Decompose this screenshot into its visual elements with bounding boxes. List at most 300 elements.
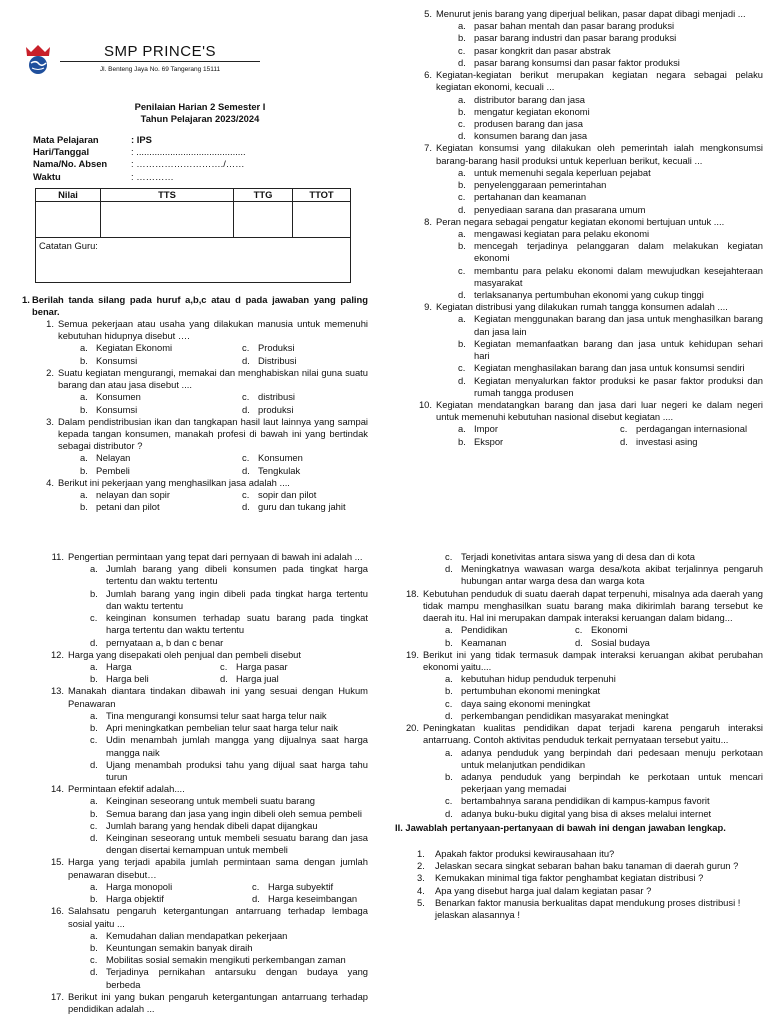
question-text: Peran negara sebagai pengatur kegiatan ekonomi bertujuan untuk .... (436, 215, 725, 227)
option-letter: c. (445, 697, 453, 709)
option-text: guru dan tukang jahit (258, 501, 346, 513)
option-letter: c. (620, 423, 628, 435)
option-letter: b. (90, 673, 98, 685)
answer-option[interactable] (90, 722, 368, 734)
answer-option[interactable] (220, 673, 279, 685)
option-text: pertumbuhan ekonomi meningkat (461, 685, 601, 697)
answer-option[interactable] (458, 362, 763, 374)
score-header: TTG (234, 189, 293, 202)
option-text: adanya buku-buku digital yang bisa di akses melalui internet (461, 807, 712, 819)
option-letter: a. (90, 795, 98, 807)
answer-option[interactable] (458, 313, 763, 337)
answer-option[interactable] (458, 240, 763, 264)
option-text: investasi asing (636, 435, 698, 447)
identity-row: Nama/No. Absen : ………………………./…… (33, 158, 245, 170)
option-text: pernyataan a, b dan c benar (106, 636, 224, 648)
answer-option[interactable] (575, 624, 627, 636)
option-list (423, 747, 763, 820)
option-letter: a. (80, 391, 88, 403)
option-letter: b. (90, 893, 98, 905)
option-text: perkembangan pendidikan masyarakat meningkat (461, 709, 669, 721)
option-letter: b. (458, 32, 466, 44)
option-letter: a. (458, 20, 466, 32)
score-cell[interactable] (36, 202, 101, 238)
answer-option[interactable] (80, 489, 242, 501)
answer-option[interactable] (80, 465, 242, 477)
option-letter: d. (220, 673, 228, 685)
option-letter: c. (445, 551, 453, 562)
essay-text: Benarkan faktor manusia berkualitas dapat mendukung proses distribusi ! jelaskan alasannya ! (435, 896, 741, 921)
answer-option[interactable] (80, 355, 242, 367)
answer-option[interactable] (242, 342, 294, 354)
option-letter: d. (445, 709, 453, 721)
answer-option[interactable] (242, 355, 297, 367)
option-text: Konsumsi (96, 403, 138, 415)
option-letter: c. (242, 489, 250, 501)
answer-option[interactable] (90, 563, 368, 587)
answer-option[interactable] (445, 747, 763, 771)
score-cell[interactable] (101, 202, 234, 238)
option-text: Keinginan seseorang untuk membeli suatu barang (106, 795, 315, 807)
answer-option[interactable] (458, 106, 763, 118)
question-item (40, 991, 368, 1015)
option-text: Tengkulak (258, 464, 301, 476)
option-row (80, 355, 368, 367)
option-text: Konsumen (258, 452, 303, 464)
option-list (436, 228, 763, 301)
score-cell[interactable] (234, 202, 293, 238)
option-row (80, 452, 368, 464)
option-list (436, 167, 763, 216)
option-text: Impor (474, 423, 498, 435)
option-text: Harga beli (106, 673, 149, 685)
question-item (408, 301, 763, 399)
option-text: Udin menambah jumlah mangga yang dijualnya saat harga mangga naik (106, 734, 368, 758)
question-text: Harga yang terjadi apabila jumlah permintaan sama dengan jumlah penawaran disebut… (68, 856, 368, 880)
question-item (30, 477, 368, 514)
answer-option[interactable] (242, 452, 303, 464)
answer-option[interactable] (575, 637, 650, 649)
option-row (80, 501, 368, 513)
option-letter: c. (90, 612, 98, 624)
option-text: adanya penduduk yang berpindah ke perkotaan untuk mencari pekerjaan yang memadai (461, 770, 763, 795)
option-text: Keamanan (461, 636, 507, 648)
option-grid (58, 391, 368, 415)
answer-option[interactable] (458, 57, 763, 69)
question-text: Berikut ini yang bukan pengaruh ketergantungan antarruang terhadap pendidikan adalah ... (68, 990, 368, 1015)
option-letter: b. (80, 354, 88, 366)
option-letter: d. (458, 289, 466, 301)
option-text: Terjadinya pernikahan antarsuku dengan budaya yang berbeda (106, 966, 368, 990)
question-item (408, 69, 763, 142)
answer-option[interactable] (80, 501, 242, 513)
identity-row: Hari/Tanggal : .......................................... (33, 146, 246, 158)
question-text: Harga yang disepakati oleh penjual dan pembeli disebut (68, 648, 301, 660)
option-letter: a. (90, 563, 98, 575)
option-text: untuk memenuhi segala keperluan pejabat (474, 166, 651, 178)
question-text: Kebutuhan penduduk di suatu daerah dapat terpenuhi, misalnya ada daerah yang tidak mampu menghasilkan suatu barang maka dikirimlah barang tersebut ke daerah itu. Hal ini merupakan dampak interaksi keruangan dalam bidang... (423, 587, 763, 624)
answer-option[interactable] (90, 795, 368, 807)
option-letter: b. (458, 240, 466, 252)
essay-number: 2. (417, 860, 425, 872)
essay-text: Jelaskan secara singkat sebaran bahan baku tanaman di daerah gurun ? (435, 860, 739, 872)
option-letter: c. (242, 452, 250, 464)
question-number: 3. (46, 415, 54, 427)
header-divider (60, 61, 260, 62)
option-text: Kegiatan menggunakan barang dan jasa untuk menghasilkan barang dan jasa lain (474, 313, 763, 337)
answer-option[interactable] (458, 191, 763, 203)
option-letter: b. (90, 722, 98, 734)
question-text: Semua pekerjaan atau usaha yang dilakukan manusia untuk memenuhi kebutuhan hidupnya disebut …. (58, 318, 368, 342)
answer-option[interactable] (458, 375, 763, 399)
answer-option[interactable] (242, 404, 293, 416)
answer-option[interactable] (458, 423, 620, 435)
question-text: Manakah diantara tindakan dibawah ini yang sesuai dengan Hukum Penawaran (68, 685, 368, 709)
option-letter: c. (458, 117, 466, 129)
school-address: Jl. Benteng Jaya No. 69 Tangerang 15111 (99, 66, 221, 73)
answer-option[interactable] (90, 661, 220, 673)
answer-option[interactable] (80, 391, 242, 403)
question-text: Salahsatu pengaruh ketergantungan antarruang terhadap lembaga sosial yaitu ... (68, 905, 368, 929)
option-letter: b. (445, 636, 453, 648)
question-number: 4. (46, 476, 54, 488)
questions-column-c (40, 551, 368, 1015)
option-letter: b. (90, 807, 98, 819)
answer-option[interactable] (445, 563, 763, 587)
questions-column-d (395, 551, 763, 921)
option-letter: a. (458, 93, 466, 105)
option-letter: d. (242, 464, 250, 476)
answer-option[interactable] (445, 698, 763, 710)
option-text: Jumlah barang yang hendak dibeli dapat dijangkau (106, 819, 318, 831)
question-number: 6. (424, 69, 432, 81)
option-text: Jumlah barang yang dibeli konsumen pada tingkat harga tertentu dan waktu tertentu (106, 563, 368, 587)
option-grid (68, 661, 368, 685)
answer-option[interactable] (620, 436, 698, 448)
option-letter: c. (242, 342, 250, 354)
exam-title: Penilaian Harian 2 Semester I Tahun Pelajaran 2023/2024 (134, 101, 266, 125)
answer-option[interactable] (252, 893, 357, 905)
option-list (423, 551, 763, 588)
score-cell[interactable] (293, 202, 351, 238)
answer-option[interactable] (458, 265, 763, 289)
option-text: bertambahnya sarana pendidikan di kampus-kampus favorit (461, 795, 710, 807)
answer-option[interactable] (458, 118, 763, 130)
question-item (40, 685, 368, 783)
essay-question (417, 885, 763, 897)
essay-question (417, 897, 763, 921)
essay-number: 4. (417, 884, 425, 896)
answer-option[interactable] (90, 734, 368, 758)
option-text: pasar kongkrit dan pasar abstrak (474, 44, 611, 56)
option-letter: a. (445, 624, 453, 636)
option-row (445, 637, 763, 649)
option-letter: b. (80, 501, 88, 513)
option-list (436, 94, 763, 143)
option-letter: d. (90, 636, 98, 648)
answer-option[interactable] (242, 465, 300, 477)
option-letter: a. (458, 166, 466, 178)
answer-option[interactable] (458, 204, 763, 216)
answer-option[interactable] (458, 32, 763, 44)
option-text: pasar barang konsumsi dan pasar faktor produksi (474, 56, 680, 68)
option-text: nelayan dan sopir (96, 489, 171, 501)
answer-option[interactable] (458, 338, 763, 362)
option-letter: a. (90, 660, 98, 672)
essay-number: 3. (417, 872, 425, 884)
option-letter: b. (458, 337, 466, 349)
answer-option[interactable] (90, 808, 368, 820)
option-letter: b. (445, 685, 453, 697)
option-row (90, 661, 368, 673)
answer-option[interactable] (445, 673, 763, 685)
answer-option[interactable] (90, 954, 368, 966)
option-text: penyediaan sarana dan prasarana umum (474, 203, 646, 215)
question-text: Berikut ini pekerjaan yang menghasilkan jasa adalah .... (58, 476, 290, 488)
answer-option[interactable] (80, 404, 242, 416)
option-letter: a. (80, 489, 88, 501)
question-number: 16. (50, 905, 64, 917)
option-letter: d. (575, 636, 583, 648)
option-list (436, 20, 763, 69)
question-text: Berikut ini yang tidak termasuk dampak interaksi keruangan akibat perubahan ekonomi yaitu.... (423, 648, 763, 672)
question-item (40, 856, 368, 905)
question-item (395, 722, 763, 820)
question-text: Kegiatan mendatangkan barang dan jasa dari luar negeri ke dalam negeri untuk memenuhi kebutuhan nasional disebut kegiatan .... (436, 399, 763, 423)
option-letter: d. (458, 374, 466, 386)
option-text: Kegiatan menyalurkan faktor produksi ke pasar faktor produksi dan rumah tangga produsen (474, 374, 763, 398)
answer-option[interactable] (458, 228, 763, 240)
option-letter: d. (90, 966, 98, 978)
questions-column-b (408, 8, 763, 448)
option-text: mencegah terjadinya pelanggaran dalam melakukan kegiatan ekonomi (474, 240, 763, 264)
identity-block (33, 134, 353, 183)
question-text: Permintaan efektif adalah.... (68, 783, 185, 795)
answer-option[interactable] (445, 795, 763, 807)
question-text: Kegiatan-kegiatan berikut merupakan kegiatan negara sebagai pelaku kegiatan ekonomi, kecuali ... (436, 69, 763, 93)
option-text: keinginan konsumen terhadap suatu barang pada tingkat harga tertentu dan waktu tertentu (106, 612, 368, 636)
option-row (90, 893, 368, 905)
question-text: Pengertian permintaan yang tepat dari pernyaan di bawah ini adalah ... (68, 551, 363, 562)
option-letter: c. (242, 391, 250, 403)
answer-option[interactable] (90, 820, 368, 832)
answer-option[interactable] (458, 436, 620, 448)
question-number: 20. (405, 722, 419, 734)
answer-option[interactable] (90, 710, 368, 722)
question-item (40, 905, 368, 991)
option-letter: b. (458, 179, 466, 191)
question-text: Suatu kegiatan mengurangi, memakai dan menghabiskan nilai guna suatu barang dan atau jasa disebut .... (58, 366, 368, 391)
option-text: perdagangan internasional (636, 423, 748, 435)
answer-option[interactable] (90, 759, 368, 783)
option-letter: a. (80, 452, 88, 464)
score-table (35, 188, 351, 283)
option-row (80, 489, 368, 501)
answer-option[interactable] (445, 637, 575, 649)
answer-option[interactable] (458, 167, 763, 179)
answer-option[interactable] (445, 710, 763, 722)
option-grid (436, 423, 763, 447)
option-list (423, 673, 763, 722)
answer-option[interactable] (445, 685, 763, 697)
option-text: Harga objektif (106, 893, 164, 905)
option-row (80, 404, 368, 416)
answer-option[interactable] (458, 179, 763, 191)
option-row (80, 342, 368, 354)
answer-option[interactable] (90, 930, 368, 942)
option-list (436, 313, 763, 399)
option-grid (423, 624, 763, 648)
answer-option[interactable] (220, 661, 288, 673)
answer-option[interactable] (90, 637, 368, 649)
option-letter: c. (90, 734, 98, 746)
question-number: 2. (46, 366, 54, 378)
score-header: TTS (101, 189, 234, 202)
essay-text: Apakah faktor produksi kewirausahaan itu? (435, 848, 615, 860)
question-number: 10. (418, 399, 432, 410)
answer-option[interactable] (242, 391, 295, 403)
option-list (68, 710, 368, 783)
question-number: 12. (50, 648, 64, 660)
option-letter: b. (80, 464, 88, 476)
option-text: Kegiatan memanfaatkan barang dan jasa untuk kehidupan sehari hari (474, 337, 763, 362)
question-number: 17. (50, 990, 64, 1002)
option-letter: d. (445, 807, 453, 819)
option-text: Distribusi (258, 354, 297, 366)
option-text: konsumen barang dan jasa (474, 130, 588, 142)
option-list (68, 795, 368, 856)
answer-option[interactable] (445, 551, 763, 563)
option-text: Harga jual (236, 673, 279, 685)
answer-option[interactable] (445, 624, 575, 636)
option-text: Konsumsi (96, 354, 138, 366)
answer-option[interactable] (458, 130, 763, 142)
option-letter: a. (90, 929, 98, 941)
option-grid (58, 342, 368, 366)
question-number: 7. (424, 142, 432, 154)
option-letter: d. (458, 56, 466, 68)
option-letter: d. (445, 563, 453, 575)
option-text: Harga subyektif (268, 880, 334, 892)
option-letter: c. (90, 954, 98, 966)
question-text: Kegiatan konsumsi yang dilakukan oleh pemerintah ialah mengkonsumsi barang-barang hasil produksi untuk keperluan berikut, kecuali ... (436, 142, 763, 166)
question-item (40, 649, 368, 686)
essay-question (417, 872, 763, 884)
option-letter: d. (242, 501, 250, 513)
question-number: 11. (51, 551, 64, 562)
option-row (458, 436, 763, 448)
answer-option[interactable] (445, 808, 763, 820)
question-item (408, 8, 763, 69)
question-number: 1. (46, 318, 54, 329)
option-letter: b. (458, 105, 466, 117)
option-text: Harga (106, 660, 132, 672)
answer-option[interactable] (90, 612, 368, 636)
answer-option[interactable] (242, 501, 346, 513)
essay-text: Kemukakan minimal tiga faktor penghambat kegiatan distribusi ? (435, 872, 704, 884)
answer-option[interactable] (458, 94, 763, 106)
question-item (30, 416, 368, 477)
question-item (30, 318, 368, 367)
option-letter: b. (90, 587, 98, 599)
answer-option[interactable] (90, 942, 368, 954)
answer-option[interactable] (90, 893, 252, 905)
option-text: pasar barang industri dan pasar barang produksi (474, 32, 677, 44)
option-letter: a. (90, 880, 98, 892)
question-number: 8. (424, 215, 432, 227)
answer-option[interactable] (242, 489, 316, 501)
option-text: produsen barang dan jasa (474, 117, 583, 129)
teacher-notes[interactable]: Catatan Guru: (36, 238, 351, 283)
option-text: Nelayan (96, 452, 131, 464)
option-row (90, 881, 368, 893)
option-letter: b. (90, 942, 98, 953)
answer-option[interactable] (80, 342, 242, 354)
answer-option[interactable] (252, 881, 333, 893)
school-logo (22, 44, 54, 76)
answer-option[interactable] (90, 881, 252, 893)
question-item (408, 399, 763, 448)
option-text: Jumlah barang yang ingin dibeli pada tingkat harga tertentu dan waktu tertentu (106, 587, 368, 611)
option-text: Meningkatnya wawasan warga desa/kota akibat terjalinnya pengaruh hubungan antar warga desa dan warga kota (461, 563, 763, 587)
option-text: distribusi (258, 391, 295, 403)
answer-option[interactable] (90, 588, 368, 612)
questions-column-a (30, 318, 368, 514)
answer-option[interactable] (458, 20, 763, 32)
option-row (445, 624, 763, 636)
essay-number: 1. (417, 848, 425, 860)
option-text: Sosial budaya (591, 636, 650, 648)
section1-instruction: 1. Berilah tanda silang pada huruf a,b,c atau d pada jawaban yang paling benar. (22, 294, 368, 318)
option-row (80, 391, 368, 403)
answer-option[interactable] (90, 673, 220, 685)
option-text: Ekonomi (591, 624, 628, 636)
question-number: 18. (405, 587, 419, 599)
option-letter: c. (575, 624, 583, 636)
answer-option[interactable] (458, 45, 763, 57)
question-item (408, 216, 763, 302)
option-text: sopir dan pilot (258, 489, 317, 501)
option-letter: c. (252, 880, 260, 892)
answer-option[interactable] (90, 966, 368, 990)
essay-text: Apa yang disebut harga jual dalam kegiatan pasar ? (435, 884, 652, 896)
question-item (395, 588, 763, 649)
option-letter: d. (252, 893, 260, 905)
option-letter: d. (90, 832, 98, 844)
option-text: Keinginan seseorang untuk membeli sesuatu barang dan jasa dengan disertai kemampuan untuk membeli (106, 832, 368, 856)
option-text: Apri meningkatkan pembelian telur saat harga telur naik (106, 722, 338, 734)
option-letter: b. (458, 435, 466, 447)
option-text: kebutuhan hidup penduduk terpenuhi (461, 673, 616, 685)
option-text: terlaksananya pertumbuhan ekonomi yang cukup tinggi (474, 289, 704, 301)
question-item (408, 142, 763, 215)
answer-option[interactable] (445, 771, 763, 795)
identity-row: Mata Pelajaran : IPS (33, 134, 152, 145)
option-row (458, 423, 763, 435)
answer-option[interactable] (458, 289, 763, 301)
option-grid (58, 489, 368, 513)
option-letter: c. (90, 819, 98, 831)
answer-option[interactable] (80, 452, 242, 464)
score-header: TTOT (293, 189, 351, 202)
option-text: Produksi (258, 342, 295, 354)
option-list (68, 563, 368, 649)
question-number: 19. (405, 648, 419, 660)
option-text: Kegiatan Ekonomi (96, 342, 173, 354)
option-text: Tina mengurangi konsumsi telur saat harga telur naik (106, 709, 327, 721)
answer-option[interactable] (620, 423, 747, 435)
answer-option[interactable] (90, 832, 368, 856)
